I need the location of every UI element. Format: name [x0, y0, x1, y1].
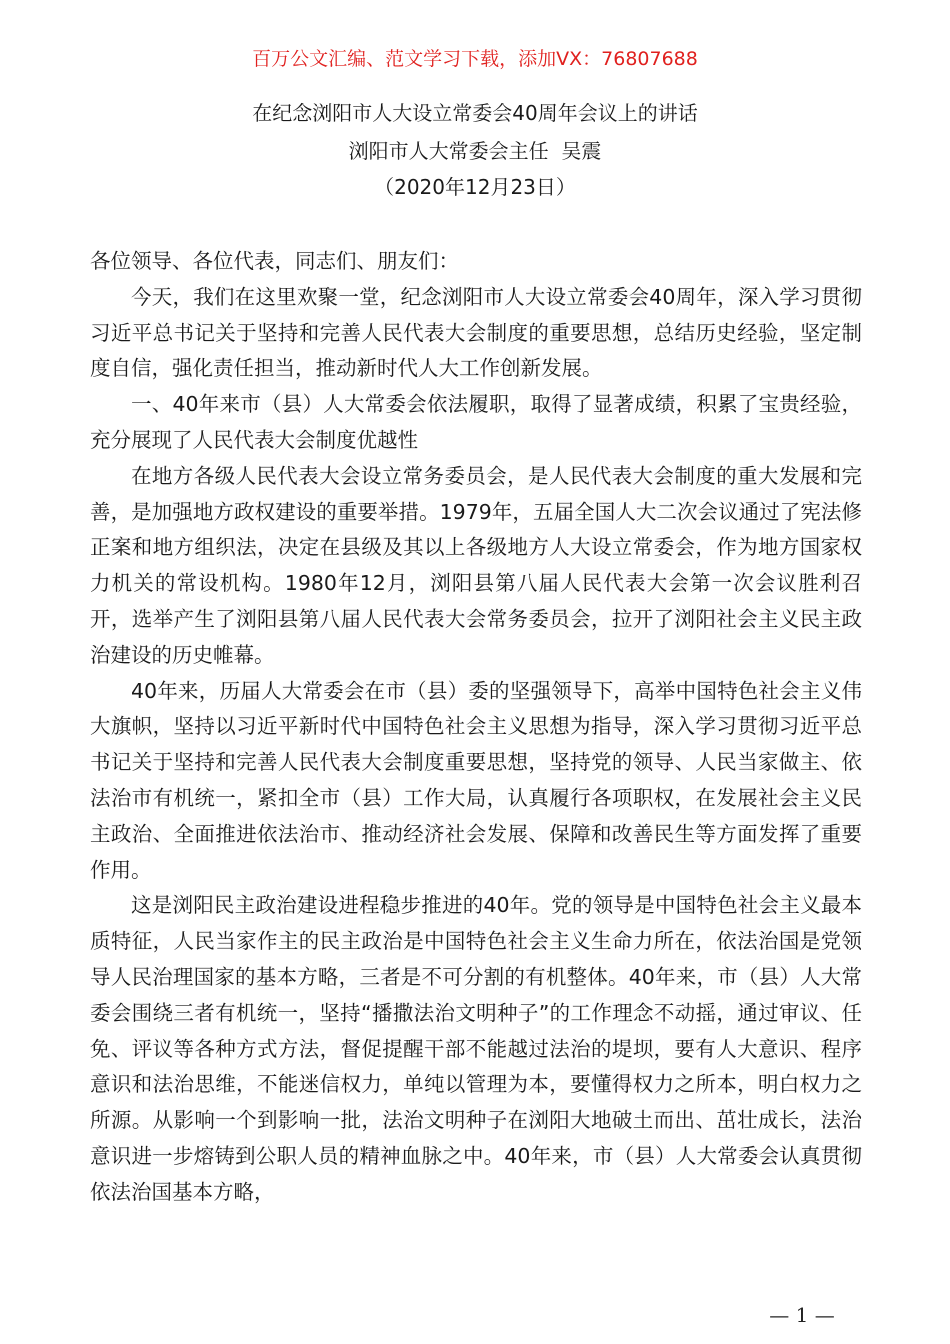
salutation: 各位领导、各位代表，同志们、朋友们： — [90, 249, 459, 273]
speech-date: （2020年12月23日） — [374, 175, 576, 199]
paragraph-opening: 今天，我们在这里欢聚一堂，纪念浏阳市人大设立常委会40周年，深入学习贯彻习近平总书记关于坚持和完善人民代表大会制度的重要思想，总结历史经验，坚定制度自信，强化责任担当，推动新时代人大工作创新发展。 — [90, 284, 862, 381]
speech-body — [90, 244, 862, 1211]
section-heading-one: 一、40年来市（县）人大常委会依法履职，取得了显著成绩，积累了宝贵经验，充分展现了人民代表大会制度优越性 — [90, 392, 862, 452]
download-banner: 百万公文汇编、范文学习下载，添加VX：76807688 — [252, 48, 698, 70]
paragraph-democracy: 这是浏阳民主政治建设进程稳步推进的40年。党的领导是中国特色社会主义最本质特征，人民当家作主的民主政治是中国特色社会主义生命力所在，依法治国是党领导人民治理国家的基本方略，三者是不可分割的有机整体。40年来，市（县）人大常委会围绕三者有机统一，坚持“播撒法治文明种子”的工作理念不动摇，通过审议、任免、评议等各种方式方法，督促提醒干部不能越过法治的堤坝，要有人大意识、程序意识和法治思维，不能迷信权力，单纯以管理为本，要懂得权力之所本，明白权力之所源。从影响一个到影响一批，法治文明种子在浏阳大地破土而出、茁壮成长，法治意识进一步熔铸到公职人员的精神血脉之中。40年来，市（县）人大常委会认真贯彻依法治国基本方略， — [90, 893, 862, 1204]
speaker-line: 浏阳市人大常委会主任 吴震 — [348, 139, 602, 163]
paragraph-history: 在地方各级人民代表大会设立常务委员会，是人民代表大会制度的重大发展和完善，是加强地方政权建设的重要举措。1979年，五届全国人大二次会议通过了宪法修正案和地方组织法，决定在县级及其以上各级地方人大设立常委会，作为地方国家权力机关的常设机构。1980年12月，浏阳县第八届人民代表大会第一次会议胜利召开，选举产生了浏阳县第八届人民代表大会常务委员会，拉开了浏阳社会主义民主政治建设的历史帷幕。 — [90, 463, 862, 667]
page-number: — 1 — — [769, 1303, 835, 1327]
paragraph-achievements: 40年来，历届人大常委会在市（县）委的坚强领导下，高举中国特色社会主义伟大旗帜，坚持以习近平新时代中国特色社会主义思想为指导，深入学习贯彻习近平总书记关于坚持和完善人民代表大会制度重要思想，坚持党的领导、人民当家做主、依法治市有机统一，紧扣全市（县）工作大局，认真履行各项职权，在发展社会主义民主政治、全面推进依法治市、推动经济社会发展、保障和改善民生等方面发挥了重要作用。 — [90, 678, 862, 882]
speech-title: 在纪念浏阳市人大设立常委会40周年会议上的讲话 — [252, 101, 698, 125]
